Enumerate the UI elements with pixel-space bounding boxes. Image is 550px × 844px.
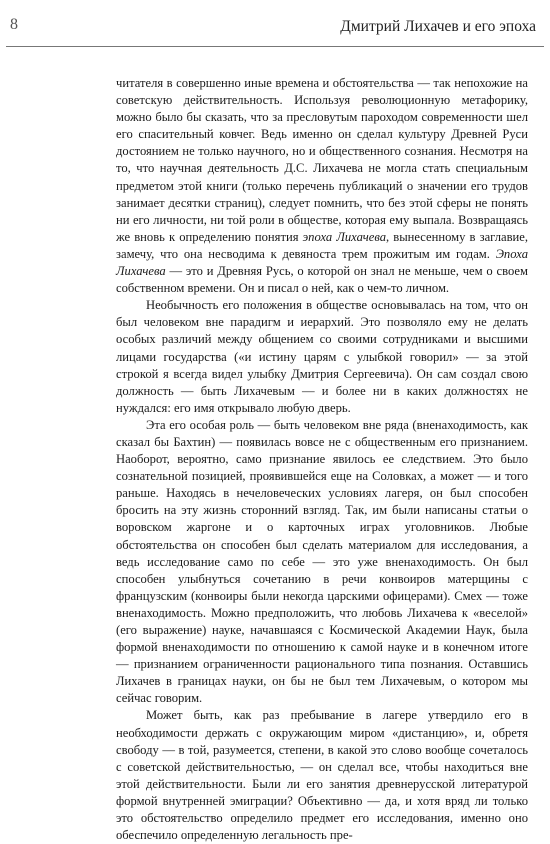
page-header <box>0 0 550 46</box>
header-rule <box>6 46 544 47</box>
text-run: , вынесенному в заглавие, замечу, что она несводима к девяноста трем прожитым им годам. <box>116 229 529 261</box>
page-number: 8 <box>10 16 18 33</box>
paragraph <box>116 75 528 297</box>
text-run: Может быть, как раз пребывание в лагере утвердило его в необходимости держать с окружающим миром «дистанцию», и, обретя свободу — в той, разумеется, степени, в какой это слово вообще сочеталось с советской действительностью, — он сделал все, чтобы находиться вне этой действительности. Были ли его занятия древнерусской литературой формой внутренней эмиграции? Объективно — да, и хотя вряд ли только это обстоятельство определило предмет его исследования, именно оно обеспечило определенную легальность пре- <box>116 708 528 843</box>
paragraph <box>116 417 528 708</box>
paragraph <box>116 707 528 844</box>
text-run: читателя в совершенно иные времена и обстоятельства — так непохожие на советскую действительность. Используя революционную метафорику, можно было бы сказать, что за пресловутым пароходом современности шел его спасительный ковчег. Ведь именно он сделал культуру Древней Руси достоянием не только научного, но и общественного сознания. Несмотря на то, что научная деятельность Д.С. Лихачева не могла стать специальным предметом этой книги (только перечень публикаций о значении его трудов занимает десятки страниц), следует помнить, что без этой сферы не понять ни его личности, ни той роли в обществе, которая ему выпала. Возвращаясь же вновь к определению понятия <box>116 76 528 244</box>
italic-term: эпоха Лихачева <box>302 229 386 244</box>
paragraph <box>116 297 528 417</box>
running-title: Дмитрий Лихачев и его эпоха <box>340 18 536 35</box>
text-run: Необычность его положения в обществе основывалась на том, что он был человеком вне парадигм и иерархий. Это позволяло ему не делать особых различий между общением со своими сотрудниками и высшими лицами государства («и истину царям с улыбкой говорил» — за этой строкой я всегда видел улыбку Дмитрия Сергеевича). Он сам создал свою должность — быть Лихачевым — и более ни в каких должностях не нуждался: его имя открывало любую дверь. <box>116 298 528 415</box>
italic-term: Эпоха Лихачева <box>116 246 528 279</box>
main-text <box>116 75 528 844</box>
text-run: — это и Древняя Русь, о которой он знал не меньше, чем о своем собственном времени. Он и писал о ней, как о чем-то личном. <box>116 264 528 296</box>
text-run: Эта его особая роль — быть человеком вне ряда (вненаходимость, как сказал бы Бахтин) — появилась вовсе не с общественным его признанием. Наоборот, вероятно, само признание явилось ее следствием. Это было сознательной позицией, проявившейся еще на Соловках, а может — и того раньше. Находясь в нечеловеческих условиях лагеря, он был способен бросить на эту жизнь сторонний взгляд. Так, им были написаны статьи о воровском жаргоне и о карточных играх уголовников. Любые обстоятельства он способен был сделать материалом для исследования, а ведь исследование само по себе — это уже вненаходимость. Он был способен улыбнуться сочетанию в речи конвоиров матерщины с французским (конвоиры были некогда царскими офицерами). Смех — тоже вненаходимость. Можно предположить, что любовь Лихачева к «веселой» (его выражение) науке, начавшаяся с Космической Академии Наук, была формой вненаходимости по отношению к самой науке и в конечном итоге — признанием ограниченности рационального типа познания. Оставшись Лихачев в границах науки, он бы не был тем Лихачевым, о котором мы сейчас говорим. <box>116 417 528 706</box>
